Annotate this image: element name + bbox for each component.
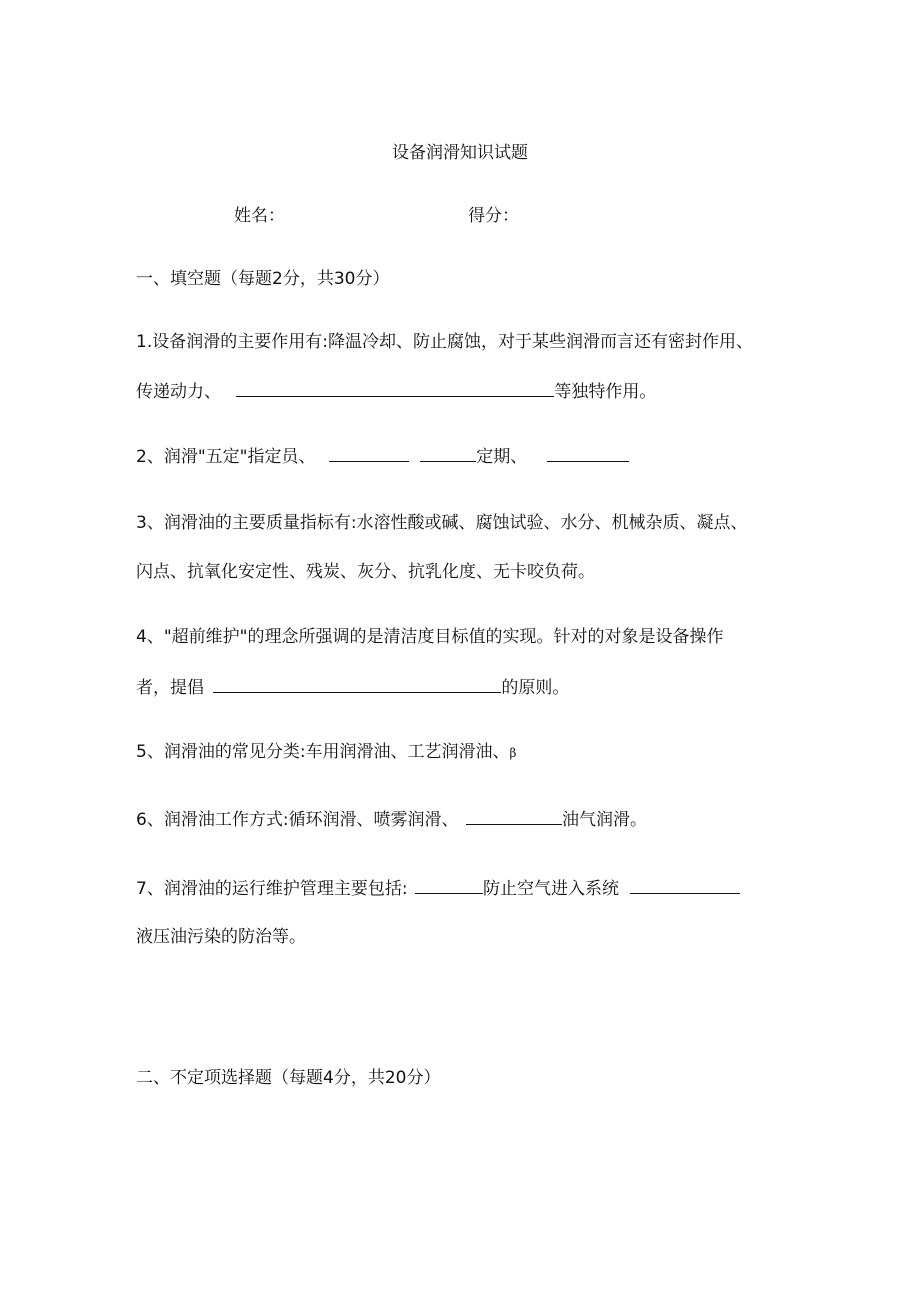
q1-line1: 1.设备润滑的主要作用有:降温冷却、防止腐蚀，对于某些润滑而言还有密封作用、: [136, 332, 753, 352]
q6-line: [136, 806, 647, 832]
q2-line: [136, 443, 629, 469]
q2-prefix: 2、润滑"五定"指定员、: [136, 447, 316, 467]
q7-line1-prefix: 7、润滑油的运行维护管理主要包括:: [136, 879, 408, 899]
q2-blank-2[interactable]: [420, 443, 476, 462]
q3-line1: 3、润滑油的主要质量指标有:水溶性酸或碱、腐蚀试验、水分、机械杂质、凝点、: [136, 513, 748, 533]
q2-blank-3[interactable]: [547, 443, 629, 462]
q4-line2-suffix: 的原则。: [501, 678, 570, 698]
q5-mark: β: [509, 746, 517, 760]
section2-heading: 二、不定项选择题（每题4分，共20分）: [136, 1068, 441, 1088]
page-title: 设备润滑知识试题: [392, 143, 528, 163]
q4-line1: 4、"超前维护"的理念所强调的是清洁度目标值的实现。针对的对象是设备操作: [136, 627, 724, 647]
q6-suffix: 油气润滑。: [561, 810, 647, 830]
q1-line2-suffix: 等独特作用。: [554, 382, 657, 402]
q2-blank-1[interactable]: [329, 443, 409, 462]
q7-line1: [136, 875, 740, 901]
q4-line2-prefix: 者，提倡: [136, 678, 204, 698]
q6-prefix: 6、润滑油工作方式:循环润滑、喷雾润滑、: [136, 810, 459, 830]
q7-blank-1[interactable]: [415, 875, 483, 894]
q4-line2: [136, 674, 569, 700]
q2-mid: 定期、: [476, 447, 528, 467]
q4-blank[interactable]: [213, 674, 501, 693]
q7-line1-mid: 防止空气进入系统: [482, 879, 619, 899]
q7-line2: 液压油污染的防治等。: [136, 927, 306, 947]
q1-line2-prefix: 传递动力、: [136, 382, 221, 402]
q1-line2: [136, 378, 656, 404]
q5-text: 5、润滑油的常见分类:车用润滑油、工艺润滑油、: [136, 742, 510, 762]
q7-blank-2[interactable]: [630, 875, 740, 894]
q3-line2: 闪点、抗氧化安定性、残炭、灰分、抗乳化度、无卡咬负荷。: [136, 562, 595, 582]
name-label: 姓名：: [234, 206, 285, 226]
q1-blank[interactable]: [236, 378, 554, 397]
score-label: 得分：: [468, 206, 519, 226]
section1-heading: 一、填空题（每题2分，共30分）: [136, 269, 390, 289]
q6-blank[interactable]: [466, 806, 562, 825]
q5-line: [136, 740, 516, 765]
